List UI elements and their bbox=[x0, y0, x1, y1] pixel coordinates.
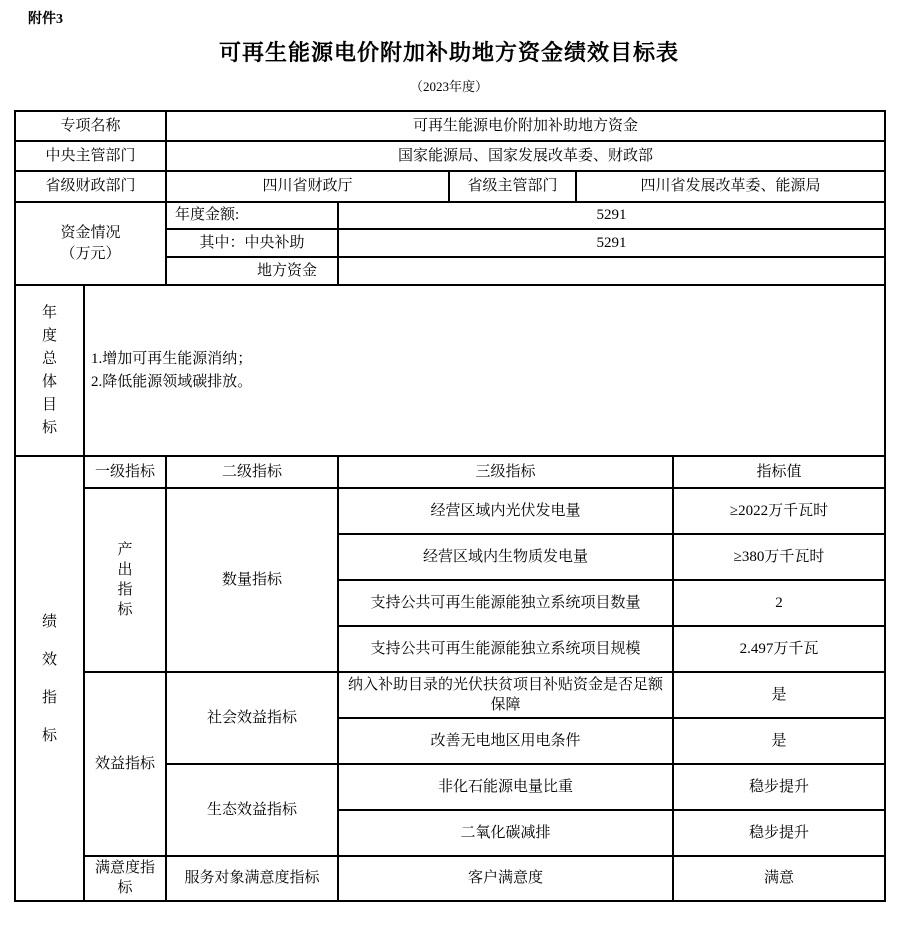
attachment-label: 附件3 bbox=[28, 12, 63, 27]
indicator-cell: 非化石能源电量比重 bbox=[338, 764, 673, 810]
provincial-finance-label: 省级财政部门 bbox=[15, 171, 166, 202]
table-row bbox=[15, 672, 885, 718]
indicator-value: 2.497万千瓦 bbox=[673, 626, 885, 672]
indicator-value: 满意 bbox=[673, 856, 885, 901]
indicator-value: 是 bbox=[673, 672, 885, 718]
table-row bbox=[15, 111, 885, 141]
funding-label-line2: （万元） bbox=[60, 245, 121, 262]
funding-label bbox=[15, 202, 166, 285]
header-value: 指标值 bbox=[673, 456, 885, 488]
level2-social-label: 社会效益指标 bbox=[166, 672, 338, 764]
table-row bbox=[15, 488, 885, 534]
table-row bbox=[15, 456, 885, 488]
level1-output-label bbox=[84, 488, 166, 672]
table-row bbox=[15, 171, 885, 202]
indicator-cell: 经营区域内光伏发电量 bbox=[338, 488, 673, 534]
indicator-cell: 二氧化碳减排 bbox=[338, 810, 673, 856]
table-row bbox=[15, 141, 885, 171]
central-subsidy-label: 其中：中央补助 bbox=[166, 229, 338, 257]
indicator-value: 2 bbox=[673, 580, 885, 626]
local-funds-value bbox=[338, 257, 885, 285]
indicator-value: 稳步提升 bbox=[673, 810, 885, 856]
annual-goal-line1: 1.增加可再生能源消纳； bbox=[91, 351, 253, 367]
annual-amount-label: 年度金额: bbox=[166, 202, 338, 229]
page-title: 可再生能源电价附加补助地方资金绩效目标表 bbox=[218, 40, 679, 65]
level2-quantity-label: 数量指标 bbox=[166, 488, 338, 672]
local-funds-label: 地方资金 bbox=[166, 257, 338, 285]
level1-benefit-label: 效益指标 bbox=[84, 672, 166, 856]
table-row bbox=[15, 285, 885, 456]
indicator-value: ≥2022万千瓦时 bbox=[673, 488, 885, 534]
header-level1: 一级指标 bbox=[84, 456, 166, 488]
indicator-cell: 支持公共可再生能源能独立系统项目数量 bbox=[338, 580, 673, 626]
level2-ecological-label: 生态效益指标 bbox=[166, 764, 338, 856]
level2-service-label: 服务对象满意度指标 bbox=[166, 856, 338, 901]
project-name-label: 专项名称 bbox=[15, 111, 166, 141]
annual-goal-line2: 2.降低能源领域碳排放。 bbox=[91, 373, 253, 390]
provincial-finance-value: 四川省财政厅 bbox=[166, 171, 449, 202]
central-dept-label: 中央主管部门 bbox=[15, 141, 166, 171]
indicator-value: ≥380万千瓦时 bbox=[673, 534, 885, 580]
header-level2: 二级指标 bbox=[166, 456, 338, 488]
indicator-cell: 支持公共可再生能源能独立系统项目规模 bbox=[338, 626, 673, 672]
project-name-value: 可再生能源电价附加补助地方资金 bbox=[166, 111, 885, 141]
indicator-cell: 经营区域内生物质发电量 bbox=[338, 534, 673, 580]
annual-goal-label bbox=[15, 285, 84, 456]
header-level3: 三级指标 bbox=[338, 456, 673, 488]
central-subsidy-value: 5291 bbox=[338, 229, 885, 257]
level1-satisfaction-label-text: 满意度指标 bbox=[94, 860, 155, 896]
indicator-value: 是 bbox=[673, 718, 885, 764]
performance-section-label bbox=[15, 456, 84, 901]
provincial-dept-label: 省级主管部门 bbox=[449, 171, 576, 202]
indicator-cell: 改善无电地区用电条件 bbox=[338, 718, 673, 764]
annual-amount-value: 5291 bbox=[338, 202, 885, 229]
performance-target-table bbox=[14, 110, 886, 902]
indicator-cell: 客户满意度 bbox=[338, 856, 673, 901]
funding-label-line1: 资金情况 bbox=[60, 225, 121, 242]
page-subtitle: （2023年度） bbox=[409, 79, 488, 94]
performance-section-label-text: 绩效指标 bbox=[41, 613, 57, 744]
annual-goal-label-text: 年度总体目标 bbox=[41, 304, 57, 436]
level1-satisfaction-label bbox=[84, 856, 166, 901]
annual-goal-content bbox=[84, 285, 885, 456]
table-row bbox=[15, 856, 885, 901]
provincial-dept-value: 四川省发展改革委、能源局 bbox=[576, 171, 885, 202]
level1-output-label-text: 产出指标 bbox=[117, 542, 133, 618]
central-dept-value: 国家能源局、国家发展改革委、财政部 bbox=[166, 141, 885, 171]
indicator-value: 稳步提升 bbox=[673, 764, 885, 810]
indicator-cell: 纳入补助目录的光伏扶贫项目补贴资金是否足额保障 bbox=[338, 672, 673, 718]
table-row bbox=[15, 202, 885, 229]
